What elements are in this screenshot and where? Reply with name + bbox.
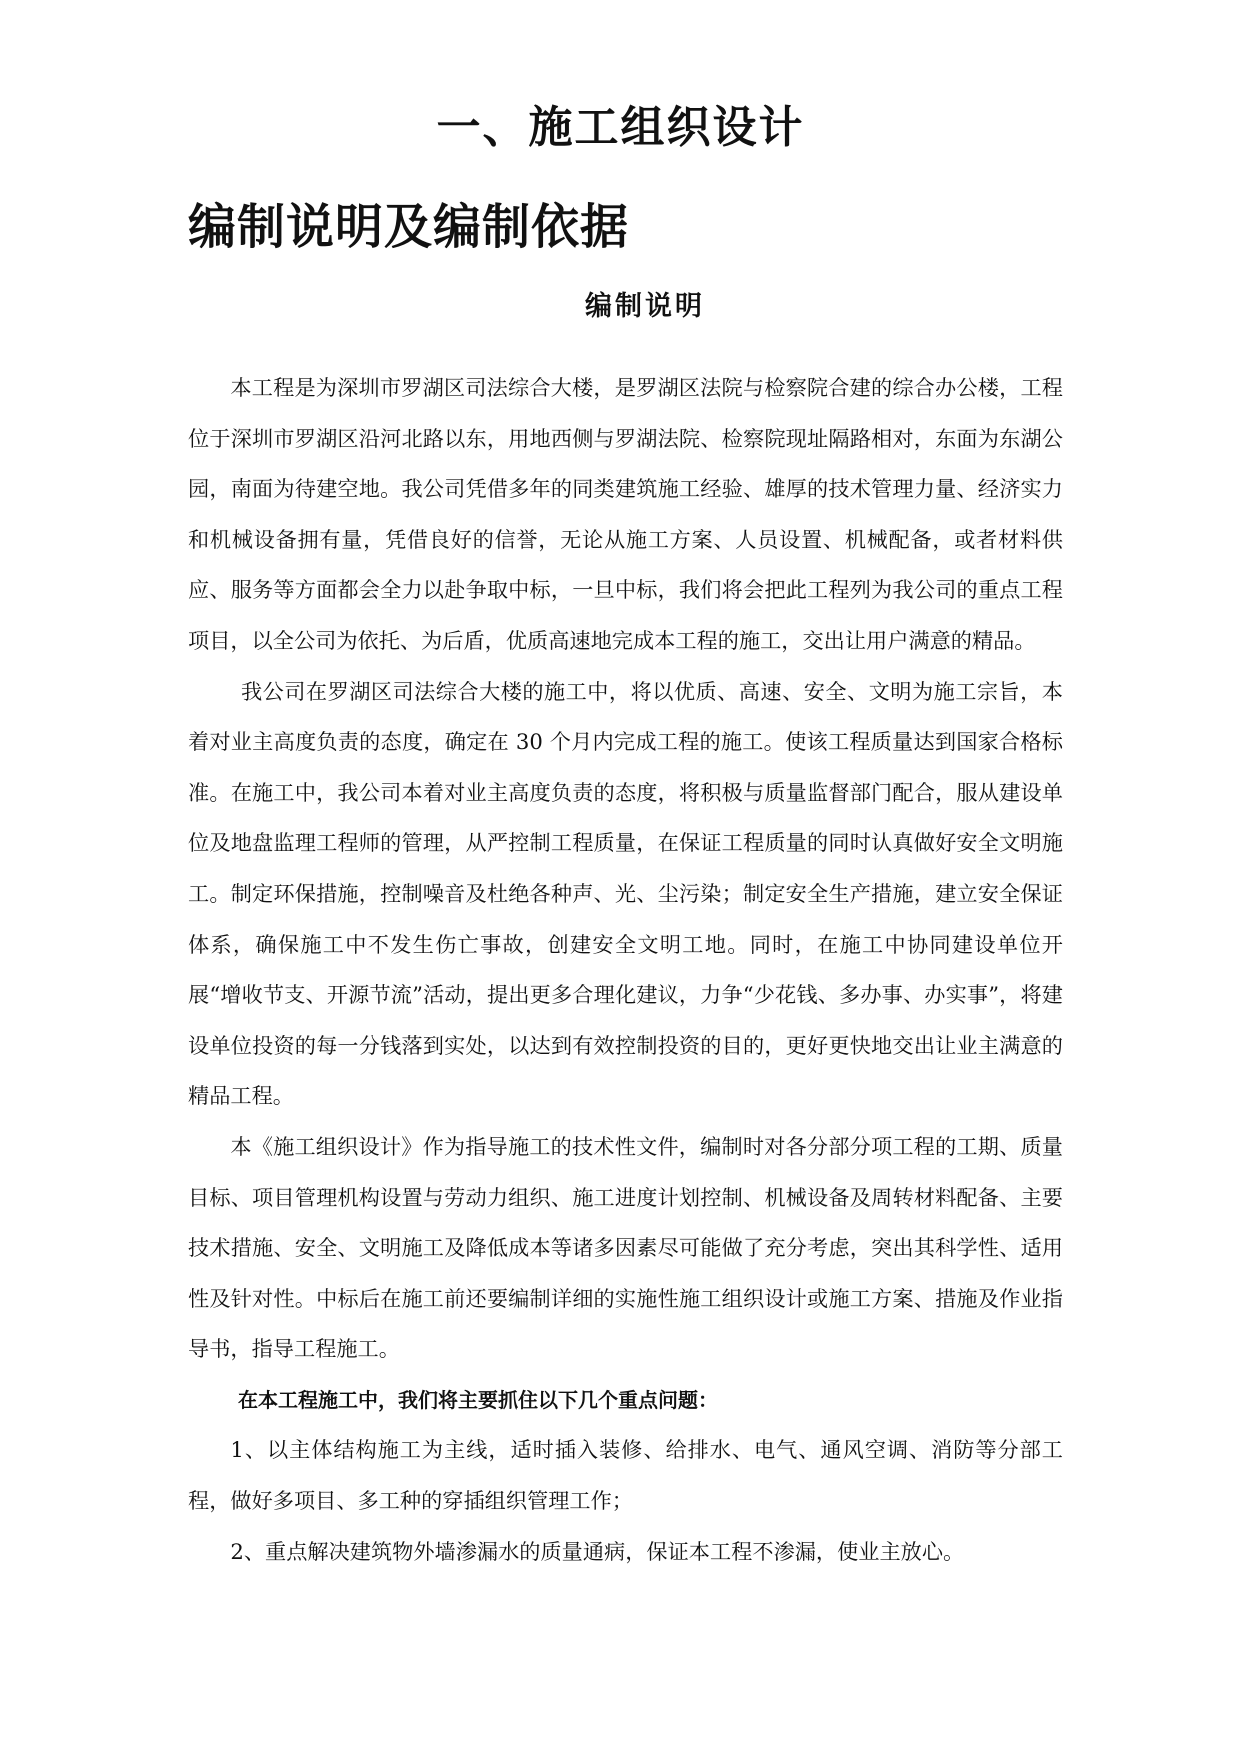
body-paragraph: 我公司在罗湖区司法综合大楼的施工中，将以优质、高速、安全、文明为施工宗旨，本着对业主高度负责的态度，确定在 30 个月内完成工程的施工。使该工程质量达到国家合格标准。在施工中，我公司本着对业主高度负责的态度，将积极与质量监督部门配合，服从建设单位及地盘监理工程师的管理，从严控制工程质量，在保证工程质量的同时认真做好安全文明施工。制定环保措施，控制噪音及杜绝各种声、光、尘污染；制定安全生产措施，建立安全保证体系，确保施工中不发生伤亡事故，创建安全文明工地。同时，在施工中协同建设单位开展“增收节支、开源节流”活动，提出更多合理化建议，力争“少花钱、多办事、办实事”，将建设单位投资的每一分钱落到实处，以达到有效控制投资的目的，更好更快地交出让业主满意的精品工程。 <box>188 678 1063 1109</box>
document-title: 一、施工组织设计 <box>436 102 805 153</box>
sub-heading: 编制说明 <box>585 291 705 322</box>
section-heading: 编制说明及编制依据 <box>188 199 630 255</box>
document-body <box>188 363 1063 1577</box>
body-paragraph: 本《施工组织设计》作为指导施工的技术性文件，编制时对各分部分项工程的工期、质量目标、项目管理机构设置与劳动力组织、施工进度计划控制、机械设备及周转材料配备、主要技术措施、安全、文明施工及降低成本等诸多因素尽可能做了充分考虑，突出其科学性、适用性及针对性。中标后在施工前还要编制详细的实施性施工组织设计或施工方案、措施及作业指导书，指导工程施工。 <box>188 1133 1063 1362</box>
body-paragraph: 本工程是为深圳市罗湖区司法综合大楼，是罗湖区法院与检察院合建的综合办公楼，工程位于深圳市罗湖区沿河北路以东，用地西侧与罗湖法院、检察院现址隔路相对，东面为东湖公园，南面为待建空地。我公司凭借多年的同类建筑施工经验、雄厚的技术管理力量、经济实力和机械设备拥有量，凭借良好的信誉，无论从施工方案、人员设置、机械配备，或者材料供应、服务等方面都会全力以赴争取中标，一旦中标，我们将会把此工程列为我公司的重点工程项目，以全公司为依托、为后盾，优质高速地完成本工程的施工，交出让用户满意的精品。 <box>188 375 1063 653</box>
key-point-item: 2、重点解决建筑物外墙渗漏水的质量通病，保证本工程不渗漏，使业主放心。 <box>230 1538 965 1564</box>
key-point-item: 1、以主体结构施工为主线，适时插入装修、给排水、电气、通风空调、消防等分部工程，做好多项目、多工种的穿插组织管理工作； <box>188 1437 1063 1514</box>
key-points-heading: 在本工程施工中，我们将主要抓住以下几个重点问题： <box>238 1387 718 1412</box>
